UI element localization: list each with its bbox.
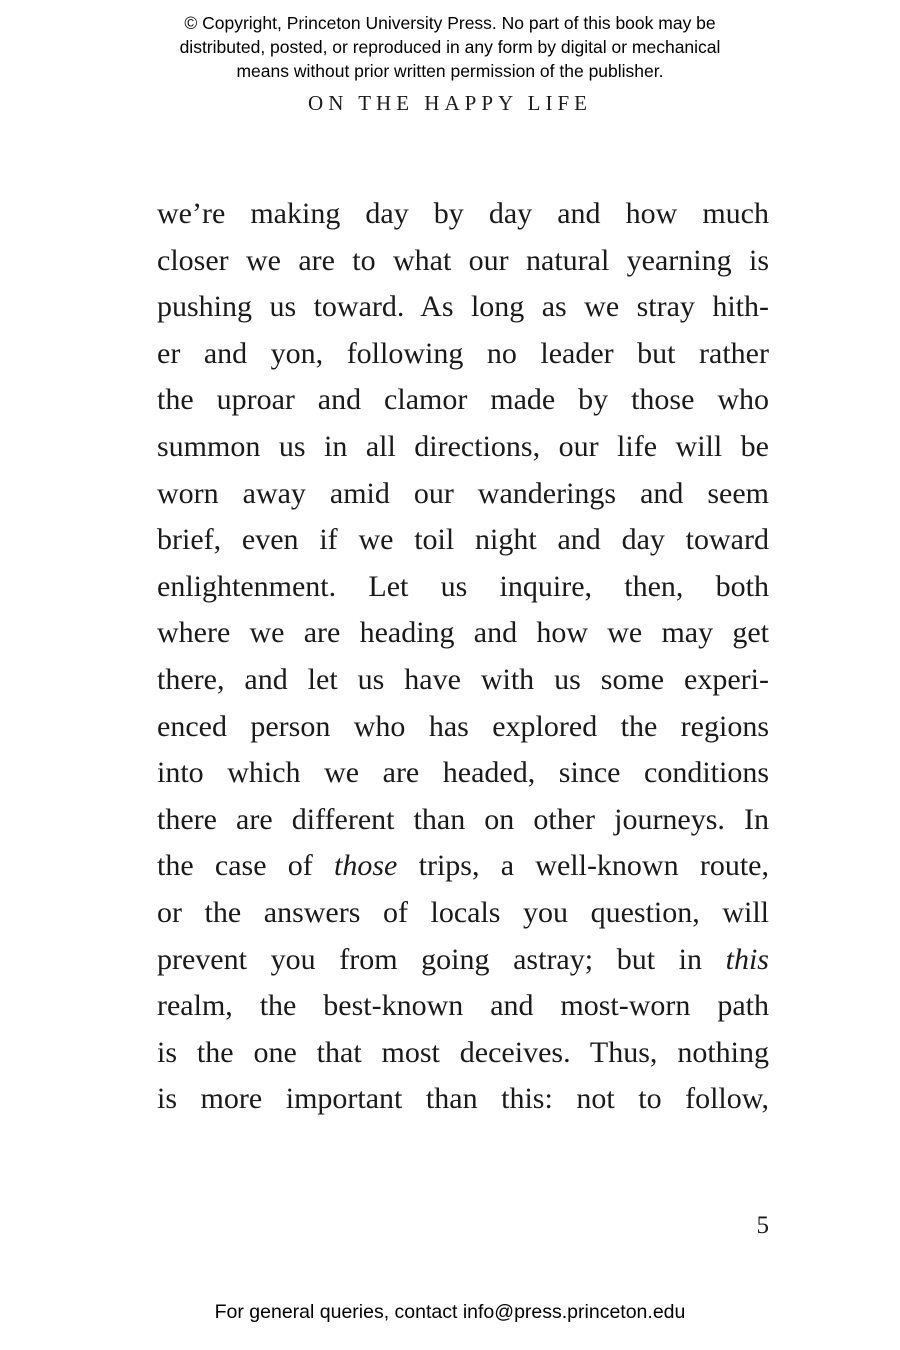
body-text-line: is more important than this: not to follow, (157, 1082, 769, 1116)
page-number: 5 (756, 1212, 769, 1239)
running-head: ON THE HAPPY LIFE (308, 91, 592, 115)
body-text-line: we’re making day by day and how much (157, 197, 769, 230)
copyright-line: distributed, posted, or reproduced in any form by digital or mechanical (179, 37, 721, 57)
body-text-line: or the answers of locals you question, will (157, 895, 769, 929)
body-text-line: where we are heading and how we may get (157, 616, 769, 650)
body-text-line: there are different than on other journeys. In (157, 802, 769, 836)
copyright-line: means without prior written permission of the publisher. (236, 61, 664, 81)
body-text (157, 191, 769, 1123)
body-text-line: worn away amid our wanderings and seem (157, 476, 769, 510)
body-text-line: there, and let us have with us some experi- (157, 662, 769, 696)
body-text-line: realm, the best-known and most-worn path (157, 989, 769, 1023)
body-text-line: brief, even if we toil night and day toward (157, 523, 769, 557)
body-text-line: enlightenment. Let us inquire, then, both (157, 569, 769, 603)
body-text-line: pushing us toward. As long as we stray hith- (157, 290, 769, 324)
body-text-line: er and yon, following no leader but rather (157, 336, 769, 370)
copyright-line: © Copyright, Princeton University Press. No part of this book may be (184, 13, 716, 33)
body-text-line: enced person who has explored the regions (157, 709, 769, 743)
copyright-notice (0, 11, 900, 83)
footer-query-text: For general queries, contact info@press.princeton.edu (214, 1301, 686, 1323)
body-text-line: is the one that most deceives. Thus, nothing (157, 1035, 769, 1069)
body-text-line: prevent you from going astray; but in this (157, 942, 769, 976)
body-text-line: summon us in all directions, our life will be (157, 429, 769, 463)
body-text-line: closer we are to what our natural yearning is (157, 243, 769, 277)
body-text-line: the case of those trips, a well-known route, (157, 849, 769, 883)
body-text-line: into which we are headed, since conditions (157, 756, 769, 790)
body-text-line: the uproar and clamor made by those who (157, 383, 769, 417)
